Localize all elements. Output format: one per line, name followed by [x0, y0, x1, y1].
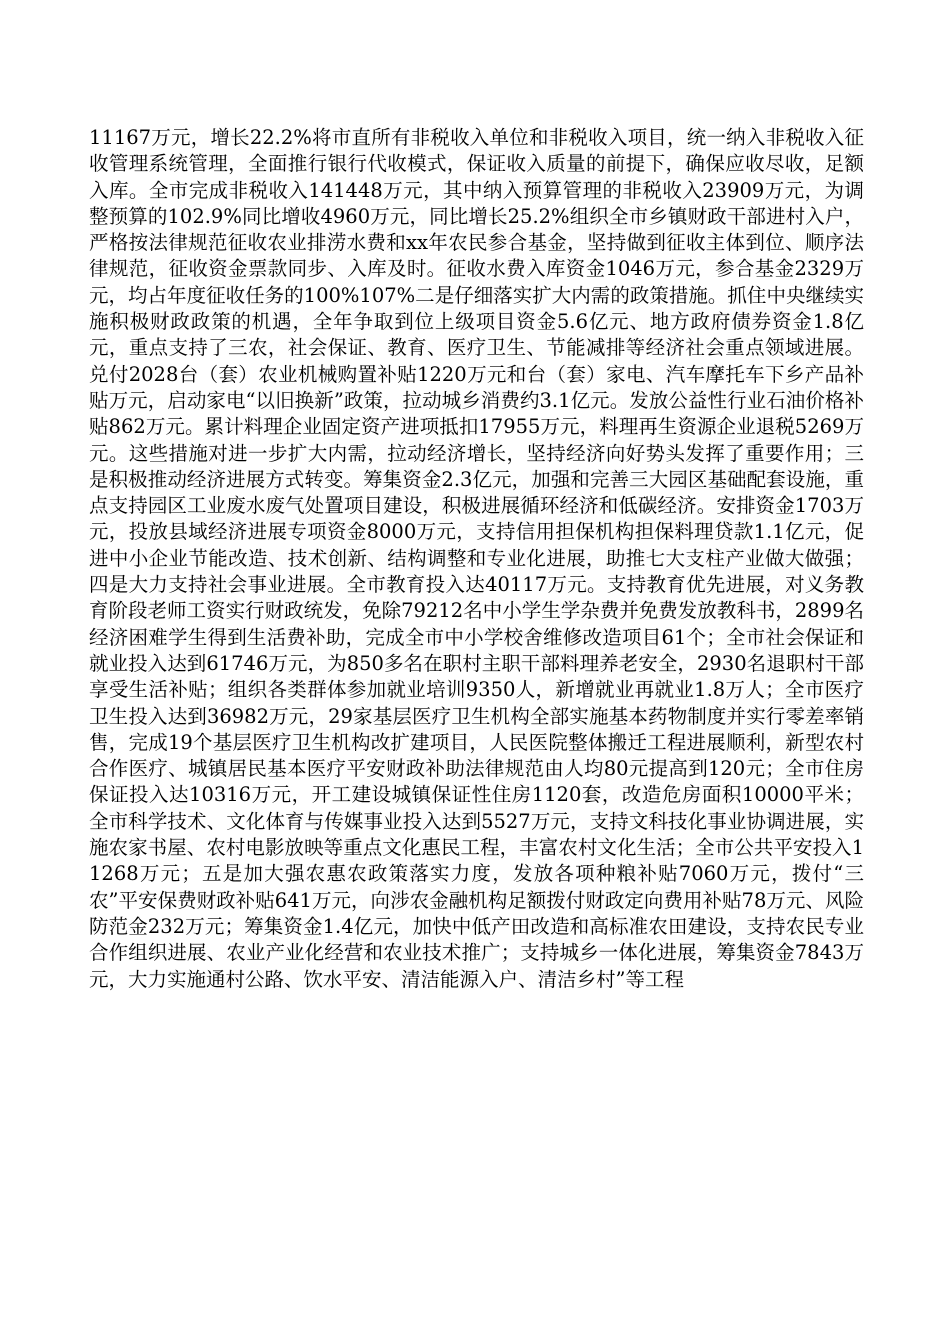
body-paragraph: 11167万元，增长22.2%将市直所有非税收入单位和非税收入项目，统一纳入非税收入征收管理系统管理，全面推行银行代收模式，保证收入质量的前提下，确保应收尽收，足额入库。全市完成非税收入141448万元，其中纳入预算管理的非税收入23909万元，为调整预算的102.9%同比增收4960万元，同比增长25.2%组织全市乡镇财政干部进村入户，严格按法律规范征收农业排涝水费和xx年农民参合基金，坚持做到征收主体到位、顺序法律规范，征收资金票款同步、入库及时。征收水费入库资金1046万元，参合基金2329万元，均占年度征收任务的100%107%二是仔细落实扩大内需的政策措施。抓住中央继续实施积极财政政策的机遇，全年争取到位上级项目资金5.6亿元、地方政府债券资金1.8亿元，重点支持了三农，社会保证、教育、医疗卫生、节能减排等经济社会重点领域进展。兑付2028台（套）农业机械购置补贴1220万元和台（套）家电、汽车摩托车下乡产品补贴万元，启动家电“以旧换新”政策，拉动城乡消费约3.1亿元。发放公益性行业石油价格补贴862万元。累计料理企业固定资产进项抵扣17955万元，料理再生资源企业退税5269万元。这些措施对进一步扩大内需，拉动经济增长，坚持经济向好势头发挥了重要作用；三是积极推动经济进展方式转变。筹集资金2.3亿元，加强和完善三大园区基础配套设施，重点支持园区工业废水废气处置项目建设，积极进展循环经济和低碳经济。安排资金1703万元，投放县域经济进展专项资金8000万元，支持信用担保机构担保料理贷款1.1亿元，促进中小企业节能改造、技术创新、结构调整和专业化进展，助推七大支柱产业做大做强；四是大力支持社会事业进展。全市教育投入达40117万元。支持教育优先进展，对义务教育阶段老师工资实行财政统发，免除79212名中小学生学杂费并免费发放教科书，2899名经济困难学生得到生活费补助，完成全市中小学校舍维修改造项目61个；全市社会保证和就业投入达到61746万元，为850多名在职村主职干部料理养老安全，2930名退职村干部享受生活补贴；组织各类群体参加就业培训9350人，新增就业再就业1.8万人；全市医疗卫生投入达到36982万元，29家基层医疗卫生机构全部实施基本药物制度并实行零差率销售，完成19个基层医疗卫生机构改扩建项目，人民医院整体搬迁工程进展顺利，新型农村合作医疗、城镇居民基本医疗平安财政补助法律规范由人均80元提高到120元；全市住房保证投入达10316万元，开工建设城镇保证性住房1120套，改造危房面积10000平米；全市科学技术、文化体育与传媒事业投入达到5527万元，支持文科技化事业协调进展，实施农家书屋、农村电影放映等重点文化惠民工程，丰富农村文化生活；全市公共平安投入11268万元；五是加大强农惠农政策落实力度，发放各项种粮补贴7060万元，拨付“三农”平安保费财政补贴641万元，向涉农金融机构足额拨付财政定向费用补贴78万元、风险防范金232万元；筹集资金1.4亿元，加快中低产田改造和高标准农田建设，支持农民专业合作组织进展、农业产业化经营和农业技术推广；支持城乡一体化进展，筹集资金7843万元，大力实施通村公路、饮水平安、清洁能源入户、清洁乡村”等工程	[89, 126, 864, 991]
